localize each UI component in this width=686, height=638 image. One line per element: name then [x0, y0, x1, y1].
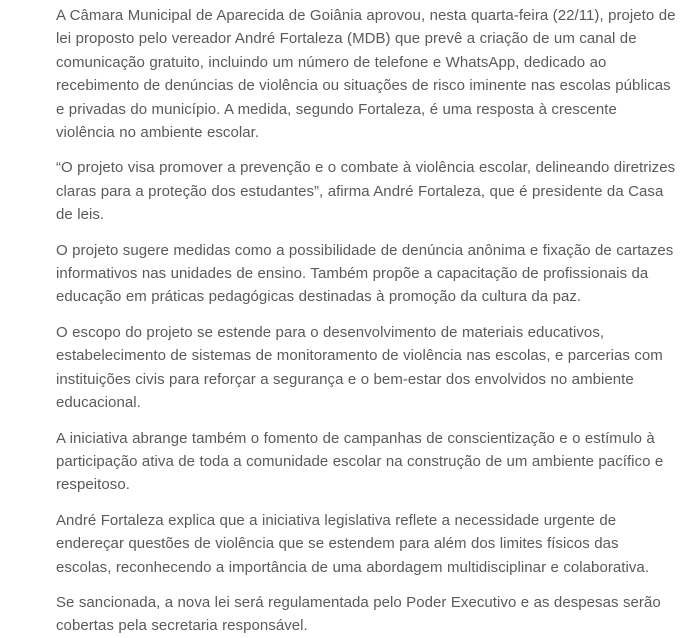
article-paragraph: A Câmara Municipal de Aparecida de Goiânia aprovou, nesta quarta-feira (22/11), projeto de lei proposto pelo vereador André Fortaleza (MDB) que prevê a criação de um canal de comunicação gratuito, incluindo um número de telefone e WhatsApp, dedicado ao recebimento de denúncias de violência ou situações de risco iminente nas escolas públicas e privadas do município. A medida, segundo Fortaleza, é uma resposta à crescente violência no ambiente escolar. [56, 7, 676, 142]
article-paragraph: “O projeto visa promover a prevenção e o combate à violência escolar, delineando diretrizes claras para a proteção dos estudantes”, afirma André Fortaleza, que é presidente da Casa de leis. [56, 159, 676, 224]
article-paragraph: O projeto sugere medidas como a possibilidade de denúncia anônima e fixação de cartazes informativos nas unidades de ensino. Também propõe a capacitação de profissionais da educação em práticas pedagógicas destinadas à promoção da cultura da paz. [56, 241, 674, 306]
article-paragraph: A iniciativa abrange também o fomento de campanhas de conscientização e o estímulo à participação ativa de toda a comunidade escolar na construção de um ambiente pacífico e respeitoso. [56, 429, 664, 494]
article-paragraph: André Fortaleza explica que a iniciativa legislativa reflete a necessidade urgente de endereçar questões de violência que se estendem para além dos limites físicos das escolas, reconhecendo a importância de uma abordagem multidisciplinar e colaborativa. [56, 511, 650, 576]
article-paragraph: O escopo do projeto se estende para o desenvolvimento de materiais educativos, estabelecimento de sistemas de monitoramento de violência nas escolas, e parcerias com instituições civis para reforçar a segurança e o bem-estar dos envolvidos no ambiente educacional. [56, 323, 663, 412]
article-paragraph: Se sancionada, a nova lei será regulamentada pelo Poder Executivo e as despesas serão cobertas pela secretaria responsável. [56, 593, 661, 635]
